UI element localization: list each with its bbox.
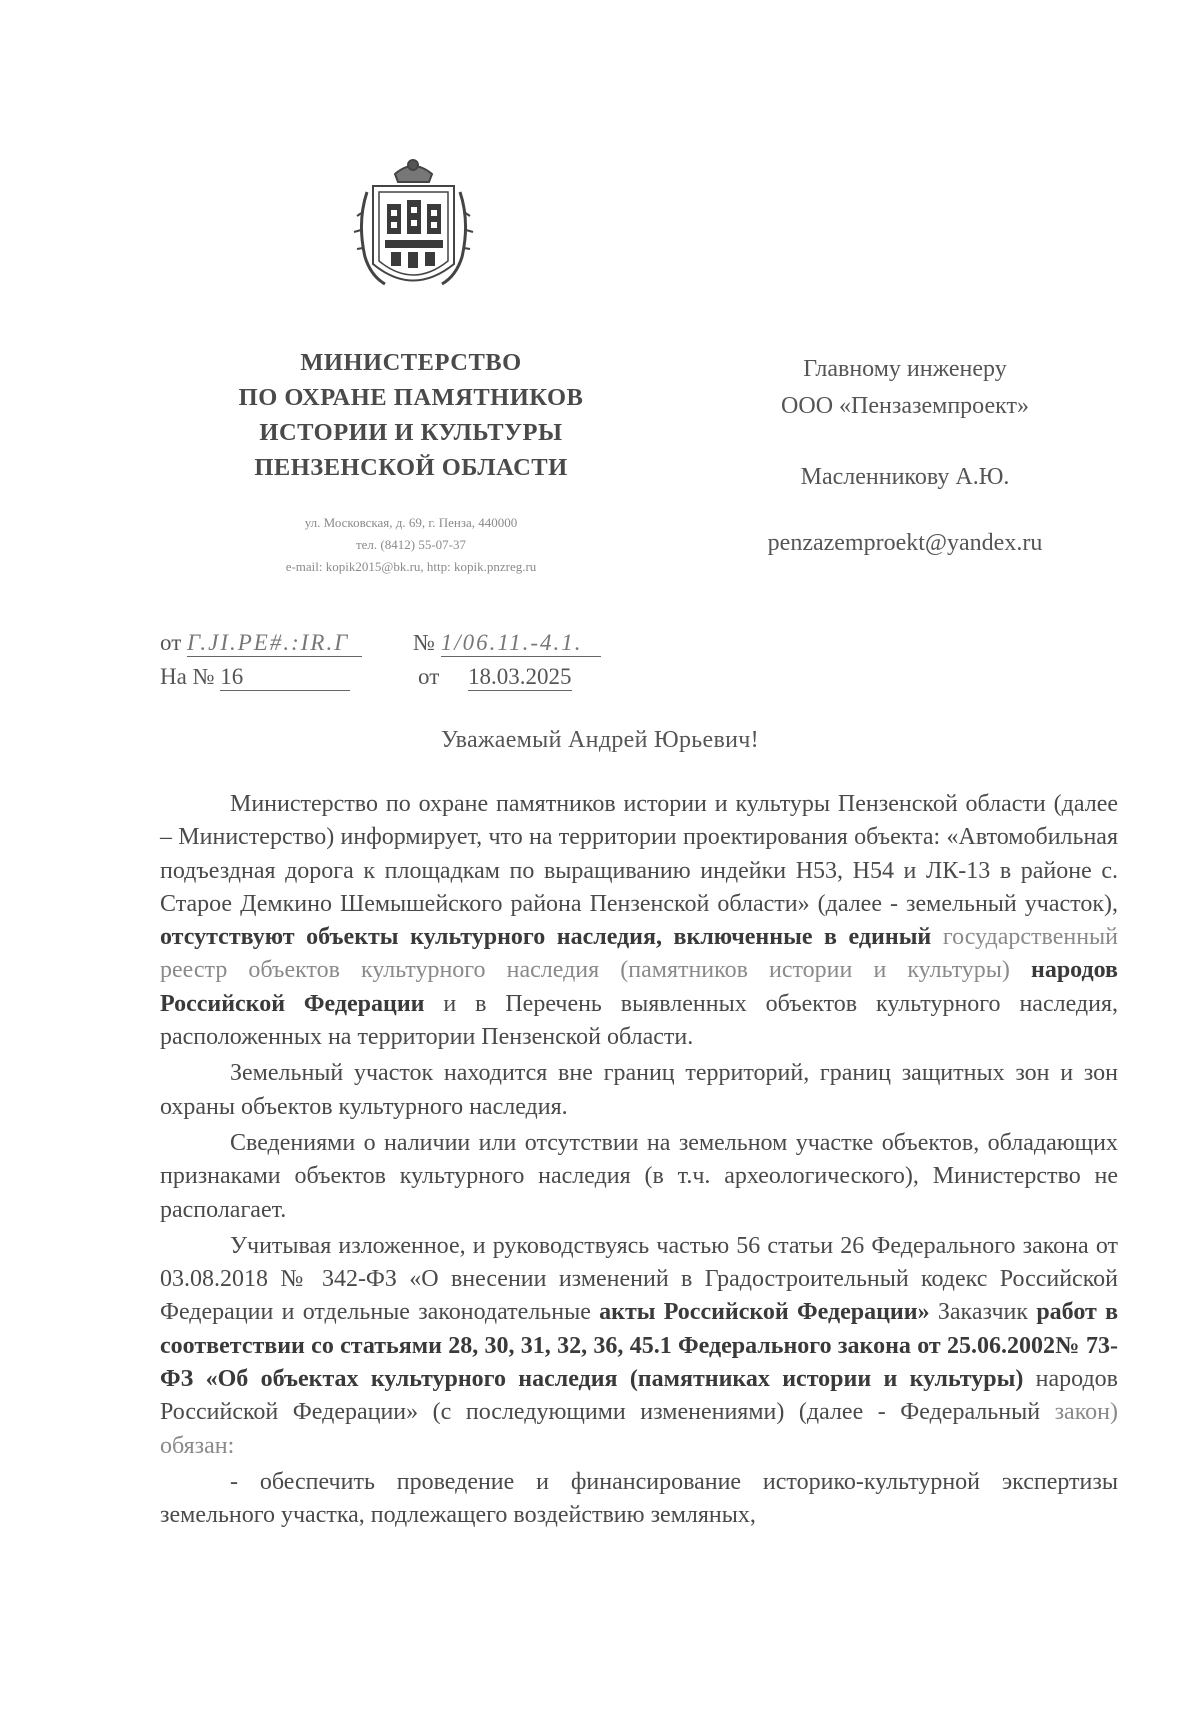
reply-label: На № <box>160 664 215 689</box>
p4-faint: закон) обязан: <box>160 1399 1118 1459</box>
p4-text-2: Заказчик <box>937 1299 1029 1326</box>
p4-bold: акты Российской Федерации» <box>599 1299 930 1326</box>
paragraph-1 <box>160 788 1118 1054</box>
p4-bold-2: работ в соответствии со статьями 28, 30, 31, 32, 36, 45.1 Федерального закона от 25.06.2002№ 73-ФЗ «Об объектах культурного наследия (памятниках <box>160 1299 1119 1393</box>
ministry-address: ул. Московская, д. 69, г. Пенза, 440000 <box>304 515 518 530</box>
recipient-title: Главному инженеру <box>803 356 1007 382</box>
paragraph-4 <box>160 1230 1118 1463</box>
ministry-line: ИСТОРИИ И КУЛЬТУРЫ <box>259 419 563 446</box>
ministry-line: ПЕНЗЕНСКОЙ ОБЛАСТИ <box>254 454 568 481</box>
paragraph-2: Земельный участок находится вне границ территорий, границ защитных зон и зон охраны объектов культурного наследия. <box>160 1060 1118 1120</box>
paragraph-3: Сведениями о наличии или отсутствии на земельном участке объектов, обладающих признаками объектов культурного наследия (в т.ч. археологического), Министерство не располагает. <box>160 1129 1118 1223</box>
number-label: № <box>413 630 435 655</box>
reply-date <box>418 664 572 691</box>
p4-text-3: народов Российской Федерации» (с последующими изменениями) (далее - Федеральный <box>160 1366 1119 1426</box>
p4-text: Учитывая изложенное, и руководствуясь частью 56 статьи 26 Федерального закона от 03.08.2018 № 342-ФЗ «О внесении изменений в Градостроительный кодекс Российской Федерации и отдельные законодательные <box>160 1232 1118 1326</box>
p1-emphasis: отсутствуют объекты культурного наследия, включенные в единый <box>160 924 932 951</box>
ministry-header <box>196 345 626 485</box>
ministry-email: e-mail: kopik2015@bk.ru, http: kopik.pnzreg.ru <box>285 559 537 574</box>
p1-bold: народов Российской Федерации <box>160 957 1118 1017</box>
reply-number-value: 16 <box>220 664 350 691</box>
recipient-company: ООО «Пензаземпроект» <box>781 393 1029 419</box>
outgoing-number <box>413 630 601 657</box>
ministry-contacts <box>196 512 626 578</box>
salutation: Уважаемый Андрей Юрьевич! <box>441 727 759 753</box>
p1-text: Министерство по охране памятников истории и культуры Пензенской области (далее – Министерство) информирует, что на территории проектирования объекта: «Автомобильная подъездная дорога к площадкам по выращиванию индейки Н53, Н54 и ЛК-13 в районе с. Старое Демкино Шемышейского района Пензенской области» (далее - земельный участок), <box>160 791 1118 917</box>
recipient-name: Масленникову А.Ю. <box>800 464 1010 490</box>
ministry-line: ПО ОХРАНЕ ПАМЯТНИКОВ <box>238 384 584 411</box>
p4-bold-3: истории и культуры) <box>782 1366 1024 1393</box>
ministry-line: МИНИСТЕРСТВО <box>300 349 522 376</box>
ministry-phone: тел. (8412) 55-07-37 <box>355 537 466 552</box>
letter-body <box>160 788 1118 1533</box>
outgoing-date <box>160 630 362 657</box>
recipient-email: penzazemproekt@yandex.ru <box>767 530 1043 556</box>
p1-faint: государственный реестр объектов культурного наследия (памятников истории и культуры) <box>160 924 1119 984</box>
reply-from-label: от <box>418 664 440 689</box>
outgoing-date-value: Г.JI.РЕ#.:IR.Г <box>187 630 362 657</box>
reply-date-value: 18.03.2025 <box>468 664 572 689</box>
paragraph-5: - обеспечить проведение и финансирование историко-культурной экспертизы земельного участка, подлежащего воздействию земляных, <box>160 1468 1118 1529</box>
reply-number <box>160 664 350 691</box>
from-label: от <box>160 630 182 655</box>
outgoing-number-value: 1/06.11.-4.1. <box>441 630 601 657</box>
coat-of-arms-icon <box>351 152 476 297</box>
p1-text-end: и в Перечень выявленных объектов культурного наследия, расположенных на территории Пензенской области. <box>160 990 1118 1051</box>
